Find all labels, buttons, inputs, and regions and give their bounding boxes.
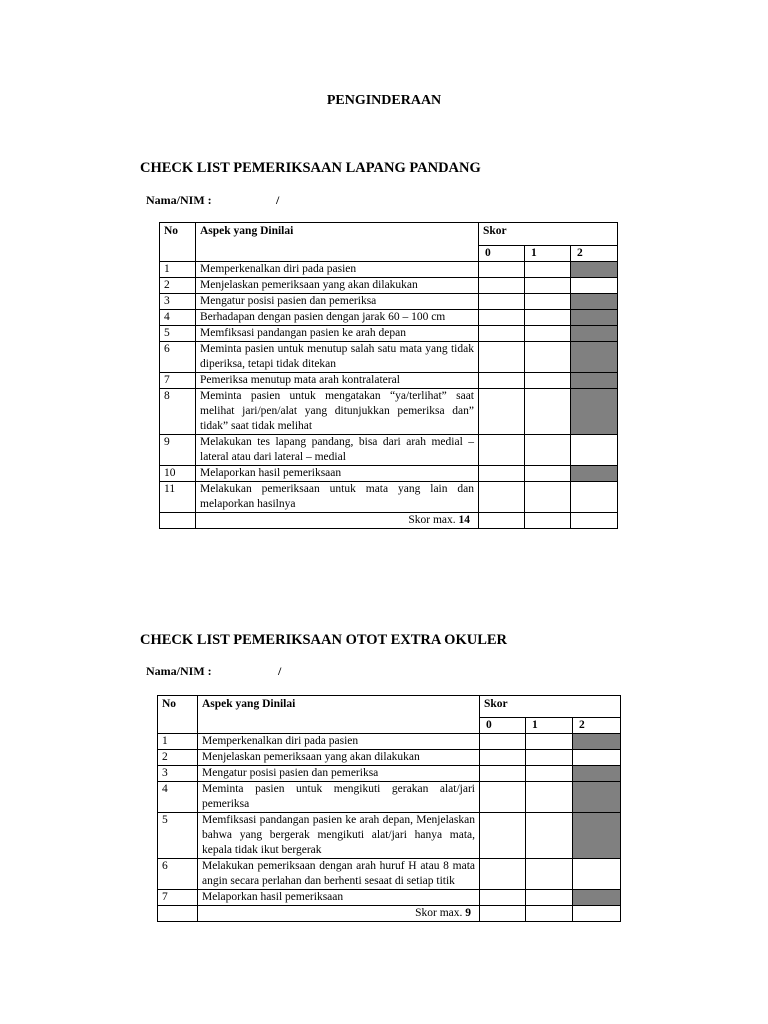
header-skor: Skor — [480, 696, 621, 718]
skor-max: Skor max. 14 — [196, 513, 479, 529]
header-skor-2: 2 — [573, 718, 621, 734]
score-cell-0[interactable] — [479, 294, 525, 310]
score-cell-1[interactable] — [525, 342, 571, 373]
score-cell-0[interactable] — [479, 310, 525, 326]
table-row — [160, 435, 618, 466]
row-aspek: Melakukan pemeriksaan untuk mata yang lain dan melaporkan hasilnya — [196, 482, 479, 513]
score-cell-2 — [573, 734, 621, 750]
row-aspek: Melakukan pemeriksaan dengan arah huruf H atau 8 mata angin secara perlahan dan berhenti sesaat di setiap titik — [198, 859, 480, 890]
score-cell-0[interactable] — [479, 435, 525, 466]
total-skor-0 — [479, 513, 525, 529]
score-cell-0[interactable] — [479, 342, 525, 373]
table-row — [160, 262, 618, 278]
row-aspek: Memfiksasi pandangan pasien ke arah depan, Menjelaskan bahwa yang bergerak mengikuti alat/jari hanya mata, kepala tidak ikut bergerak — [198, 813, 480, 859]
row-aspek: Meminta pasien untuk mengikuti gerakan alat/jari pemeriksa — [198, 782, 480, 813]
score-cell-1[interactable] — [525, 326, 571, 342]
score-cell-1[interactable] — [526, 859, 573, 890]
score-cell-1[interactable] — [525, 482, 571, 513]
header-skor: Skor — [479, 223, 618, 246]
score-cell-2 — [573, 766, 621, 782]
score-cell-2 — [573, 890, 621, 906]
total-skor-2 — [573, 906, 621, 922]
score-cell-1[interactable] — [526, 782, 573, 813]
row-number: 11 — [160, 482, 196, 513]
score-cell-2 — [571, 262, 618, 278]
table-row — [158, 782, 621, 813]
row-number: 4 — [160, 310, 196, 326]
score-cell-2 — [571, 294, 618, 310]
score-cell-0[interactable] — [479, 262, 525, 278]
row-aspek: Memperkenalkan diri pada pasien — [196, 262, 479, 278]
row-aspek: Melaporkan hasil pemeriksaan — [198, 890, 480, 906]
score-cell-0[interactable] — [479, 389, 525, 435]
checklist-table-lapang-pandang — [159, 222, 618, 529]
row-aspek: Memfiksasi pandangan pasien ke arah depan — [196, 326, 479, 342]
nama-nim-label: Nama/NIM : — [146, 664, 212, 678]
table-row — [158, 859, 621, 890]
score-cell-0[interactable] — [479, 482, 525, 513]
score-cell-2 — [571, 389, 618, 435]
header-aspek: Aspek yang Dinilai — [196, 223, 479, 262]
table-row — [158, 813, 621, 859]
score-cell-0[interactable] — [480, 859, 526, 890]
score-cell-1[interactable] — [525, 262, 571, 278]
header-skor-2: 2 — [571, 246, 618, 262]
nama-nim-field[interactable] — [146, 664, 282, 679]
total-empty — [160, 513, 196, 529]
score-cell-1[interactable] — [526, 890, 573, 906]
row-number: 5 — [160, 326, 196, 342]
score-cell-1[interactable] — [526, 750, 573, 766]
row-aspek: Memperkenalkan diri pada pasien — [198, 734, 480, 750]
row-number: 7 — [158, 890, 198, 906]
score-cell-2 — [571, 310, 618, 326]
row-aspek: Pemeriksa menutup mata arah kontralateral — [196, 373, 479, 389]
score-cell-0[interactable] — [479, 278, 525, 294]
score-cell-0[interactable] — [480, 890, 526, 906]
row-aspek: Melaporkan hasil pemeriksaan — [196, 466, 479, 482]
score-cell-2 — [571, 373, 618, 389]
header-no: No — [160, 223, 196, 262]
nama-nim-field[interactable] — [146, 193, 280, 208]
score-cell-0[interactable] — [480, 782, 526, 813]
score-cell-2[interactable] — [573, 750, 621, 766]
row-number: 4 — [158, 782, 198, 813]
row-number: 10 — [160, 466, 196, 482]
total-skor-0 — [480, 906, 526, 922]
table-row — [158, 750, 621, 766]
header-skor-0: 0 — [480, 718, 526, 734]
score-cell-2 — [571, 326, 618, 342]
score-cell-2[interactable] — [573, 859, 621, 890]
score-cell-1[interactable] — [526, 813, 573, 859]
table-row — [160, 326, 618, 342]
score-cell-1[interactable] — [525, 389, 571, 435]
skor-max: Skor max. 9 — [198, 906, 480, 922]
row-aspek: Melakukan tes lapang pandang, bisa dari arah medial – lateral atau dari lateral – medial — [196, 435, 479, 466]
score-cell-2 — [573, 782, 621, 813]
row-number: 7 — [160, 373, 196, 389]
score-cell-0[interactable] — [480, 766, 526, 782]
score-cell-1[interactable] — [525, 310, 571, 326]
row-aspek: Meminta pasien untuk menutup salah satu mata yang tidak diperiksa, tetapi tidak ditekan — [196, 342, 479, 373]
score-cell-0[interactable] — [480, 813, 526, 859]
score-cell-0[interactable] — [479, 466, 525, 482]
nim-slash: / — [276, 193, 280, 207]
section-title-lapang-pandang: CHECK LIST PEMERIKSAAN LAPANG PANDANG — [140, 160, 481, 176]
table-row — [160, 373, 618, 389]
total-skor-1 — [526, 906, 573, 922]
row-number: 6 — [158, 859, 198, 890]
row-aspek: Menjelaskan pemeriksaan yang akan dilakukan — [198, 750, 480, 766]
row-number: 6 — [160, 342, 196, 373]
table-row — [160, 466, 618, 482]
score-cell-1[interactable] — [526, 766, 573, 782]
row-number: 1 — [158, 734, 198, 750]
score-cell-0[interactable] — [480, 734, 526, 750]
row-aspek: Berhadapan dengan pasien dengan jarak 60 – 100 cm — [196, 310, 479, 326]
total-empty — [158, 906, 198, 922]
row-number: 5 — [158, 813, 198, 859]
row-number: 9 — [160, 435, 196, 466]
score-cell-2[interactable] — [571, 435, 618, 466]
total-skor-1 — [525, 513, 571, 529]
table-row — [160, 294, 618, 310]
nama-nim-label: Nama/NIM : — [146, 193, 212, 207]
score-cell-0[interactable] — [480, 750, 526, 766]
score-cell-1[interactable] — [525, 466, 571, 482]
nim-slash: / — [278, 664, 282, 678]
table-row — [158, 890, 621, 906]
row-number: 3 — [160, 294, 196, 310]
score-cell-0[interactable] — [479, 373, 525, 389]
score-cell-1[interactable] — [526, 734, 573, 750]
score-cell-2 — [571, 466, 618, 482]
table-row — [160, 482, 618, 513]
score-cell-1[interactable] — [525, 294, 571, 310]
total-skor-2 — [571, 513, 618, 529]
table-row — [160, 389, 618, 435]
header-aspek: Aspek yang Dinilai — [198, 696, 480, 734]
row-aspek: Mengatur posisi pasien dan pemeriksa — [196, 294, 479, 310]
checklist-table-otot-extra-okuler — [157, 695, 621, 922]
row-aspek: Meminta pasien untuk mengatakan “ya/terlihat” saat melihat jari/pen/alat yang ditunjukkan pemeriksa dan” tidak” saat tidak melihat — [196, 389, 479, 435]
header-skor-0: 0 — [479, 246, 525, 262]
score-cell-2[interactable] — [571, 278, 618, 294]
table-row — [160, 278, 618, 294]
row-aspek: Menjelaskan pemeriksaan yang akan dilakukan — [196, 278, 479, 294]
score-cell-1[interactable] — [525, 373, 571, 389]
page-title: PENGINDERAAN — [326, 93, 442, 108]
section-title-otot-extra-okuler: CHECK LIST PEMERIKSAAN OTOT EXTRA OKULER — [140, 632, 508, 648]
score-cell-2 — [571, 342, 618, 373]
table-row — [158, 734, 621, 750]
row-number: 3 — [158, 766, 198, 782]
header-no: No — [158, 696, 198, 734]
row-number: 1 — [160, 262, 196, 278]
row-aspek: Mengatur posisi pasien dan pemeriksa — [198, 766, 480, 782]
header-skor-1: 1 — [525, 246, 571, 262]
row-number: 2 — [160, 278, 196, 294]
table-row — [160, 310, 618, 326]
header-skor-1: 1 — [526, 718, 573, 734]
score-cell-1[interactable] — [525, 278, 571, 294]
table-row — [160, 342, 618, 373]
score-cell-2[interactable] — [571, 482, 618, 513]
score-cell-2 — [573, 813, 621, 859]
table-row — [158, 766, 621, 782]
score-cell-0[interactable] — [479, 326, 525, 342]
row-number: 2 — [158, 750, 198, 766]
row-number: 8 — [160, 389, 196, 435]
score-cell-1[interactable] — [525, 435, 571, 466]
